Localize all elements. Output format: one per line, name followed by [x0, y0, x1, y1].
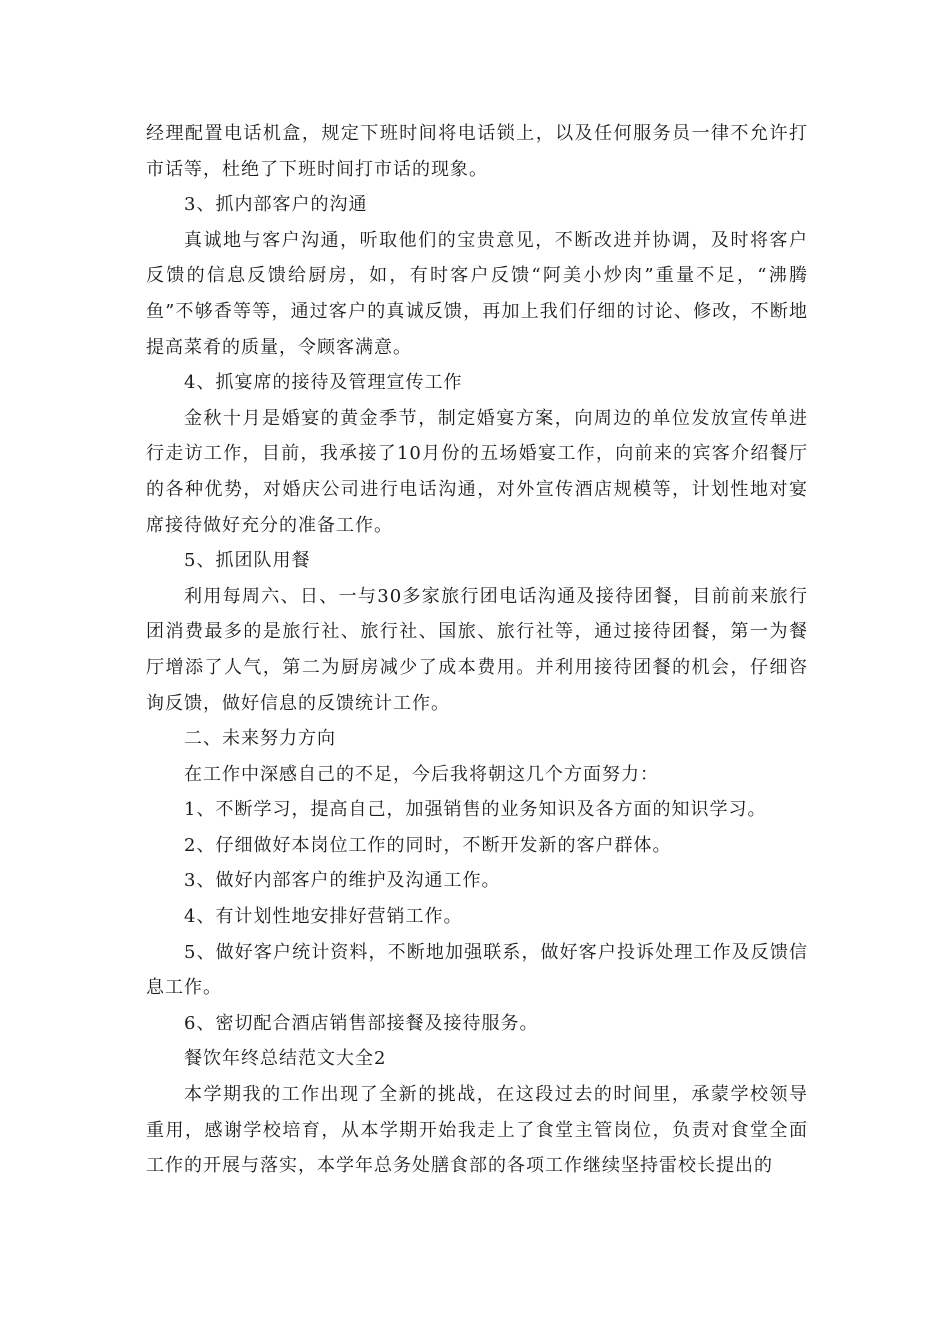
document-body	[146, 116, 808, 1184]
section-heading-internal-customer-communication: 3、抓内部客户的沟通	[184, 194, 368, 216]
list-item-2: 2、仔细做好本岗位工作的同时，不断开发新的客户群体。	[184, 834, 672, 856]
list-item-5: 5、做好客户统计资料，不断地加强联系，做好客户投诉处理工作及反馈信息工作。	[146, 941, 808, 999]
paragraph-tour-groups: 利用每周六、日、一与30多家旅行团电话沟通及接待团餐，目前前来旅行团消费最多的是旅行社、旅行社、国旅、旅行社等，通过接待团餐，第一为餐厅增添了人气，第二为厨房减少了成本费用。并利用接待团餐的机会，仔细咨询反馈，做好信息的反馈统计工作。	[146, 585, 808, 714]
paragraph-article-2-intro: 本学期我的工作出现了全新的挑战，在这段过去的时间里，承蒙学校领导重用，感谢学校培育，从本学期开始我走上了食堂主管岗位，负责对食堂全面工作的开展与落实，本学年总务处膳食部的各项工作继续坚持雷校长提出的	[146, 1084, 808, 1177]
section-heading-banquet-reception: 4、抓宴席的接待及管理宣传工作	[184, 372, 463, 394]
list-item-4: 4、有计划性地安排好营销工作。	[184, 906, 463, 928]
list-item-3: 3、做好内部客户的维护及沟通工作。	[184, 870, 501, 892]
section-heading-group-dining: 5、抓团队用餐	[184, 550, 311, 572]
paragraph-continued: 经理配置电话机盒，规定下班时间将电话锁上，以及任何服务员一律不允许打市话等，杜绝了下班时间打市话的现象。	[146, 123, 808, 180]
list-item-6: 6、密切配合酒店销售部接餐及接待服务。	[184, 1012, 539, 1034]
paragraph-future-intro: 在工作中深感自己的不足，今后我将朝这几个方面努力：	[184, 763, 659, 785]
section-heading-future-direction: 二、未来努力方向	[184, 728, 336, 750]
paragraph-customer-feedback: 真诚地与客户沟通，听取他们的宝贵意见，不断改进并协调，及时将客户反馈的信息反馈给厨房，如，有时客户反馈“阿美小炒肉”重量不足，“沸腾鱼”不够香等等，通过客户的真诚反馈，再加上我们仔细的讨论、修改，不断地提高菜肴的质量，令顾客满意。	[146, 229, 808, 358]
list-item-1: 1、不断学习，提高自己，加强销售的业务知识及各方面的知识学习。	[184, 799, 767, 821]
paragraph-wedding-banquet: 金秋十月是婚宴的黄金季节，制定婚宴方案，向周边的单位发放宣传单进行走访工作，目前，我承接了10月份的五场婚宴工作，向前来的宾客介绍餐厅的各种优势，对婚庆公司进行电话沟通，对外宣传酒店规模等，计划性地对宴席接待做好充分的准备工作。	[146, 407, 808, 536]
article-title-2: 餐饮年终总结范文大全2	[184, 1048, 387, 1070]
